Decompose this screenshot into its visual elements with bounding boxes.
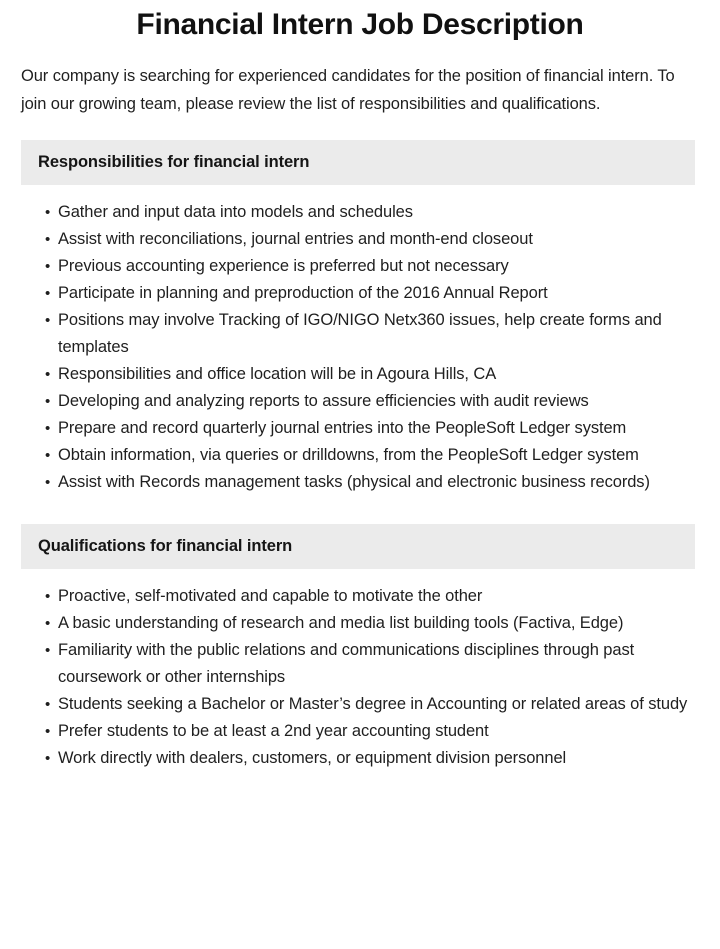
list-item: • Developing and analyzing reports to assure efficiencies with audit reviews — [45, 388, 696, 415]
responsibilities-list — [0, 185, 720, 496]
list-item: • Assist with reconciliations, journal entries and month-end closeout — [45, 226, 696, 253]
list-item: • Familiarity with the public relations and communications disciplines through past coursework or other internships — [45, 637, 696, 691]
list-item: • Gather and input data into models and schedules — [45, 199, 696, 226]
section-header-qualifications: Qualifications for financial intern — [21, 524, 695, 569]
list-item: • Participate in planning and preproduction of the 2016 Annual Report — [45, 280, 696, 307]
list-item: • Positions may involve Tracking of IGO/NIGO Netx360 issues, help create forms and templates — [45, 307, 696, 361]
list-item: • A basic understanding of research and media list building tools (Factiva, Edge) — [45, 610, 696, 637]
page-title: Financial Intern Job Description — [136, 8, 584, 41]
intro-paragraph: Our company is searching for experienced candidates for the position of financial intern. To join our growing team, please review the list of responsibilities and qualifications. — [21, 67, 675, 113]
section-header-responsibilities: Responsibilities for financial intern — [21, 140, 695, 185]
qualifications-list — [0, 569, 720, 772]
list-item: • Work directly with dealers, customers, or equipment division personnel — [45, 745, 696, 772]
qualifications-section — [0, 524, 720, 772]
list-item: • Assist with Records management tasks (physical and electronic business records) — [45, 469, 696, 496]
list-item: • Responsibilities and office location will be in Agoura Hills, CA — [45, 361, 696, 388]
list-item: • Students seeking a Bachelor or Master’s degree in Accounting or related areas of study — [45, 691, 696, 718]
list-item: • Previous accounting experience is preferred but not necessary — [45, 253, 696, 280]
list-item: • Obtain information, via queries or drilldowns, from the PeopleSoft Ledger system — [45, 442, 696, 469]
responsibilities-section — [0, 140, 720, 496]
list-item: • Proactive, self-motivated and capable to motivate the other — [45, 583, 696, 610]
list-item: • Prefer students to be at least a 2nd year accounting student — [45, 718, 696, 745]
list-item: • Prepare and record quarterly journal entries into the PeopleSoft Ledger system — [45, 415, 696, 442]
